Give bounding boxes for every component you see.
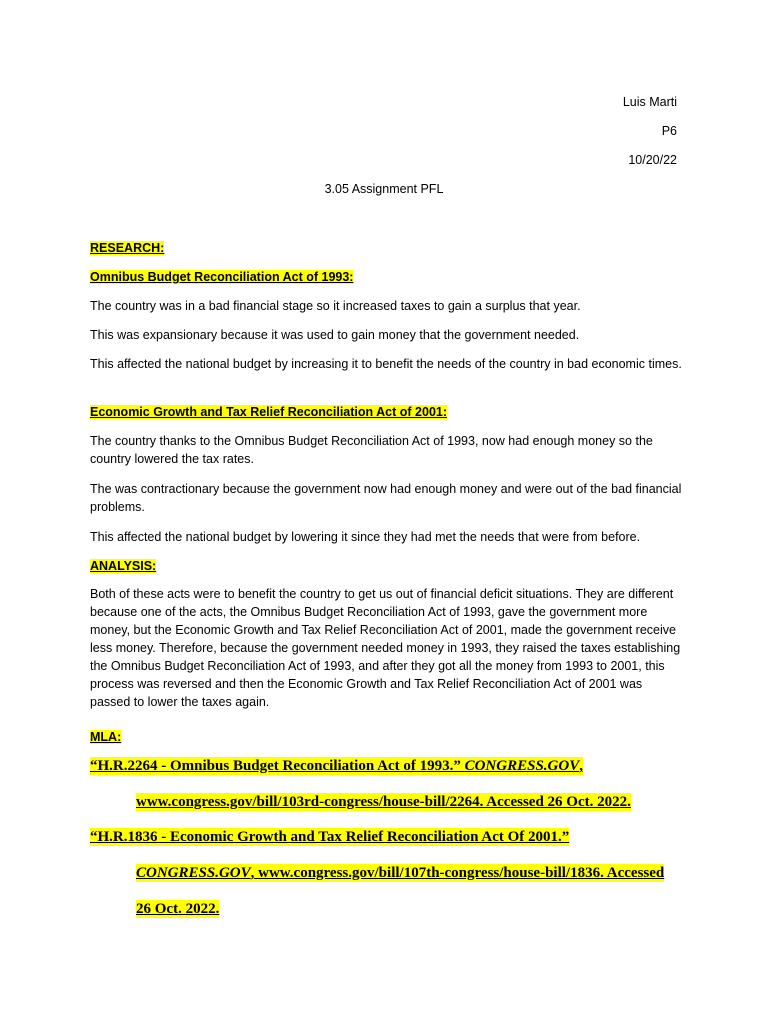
class-period: P6 [661, 124, 677, 138]
mla-heading-text: MLA: [90, 730, 122, 744]
act2-paragraph-2: The was contractionary because the government now had enough money and were out of the bad financial problems. [90, 482, 682, 514]
citation-2-line-2 [136, 864, 664, 882]
citation-2-line-3: 26 Oct. 2022. [136, 901, 220, 917]
citation-2-url: , www.congress.gov/bill/107th-congress/house-bill/1836. Accessed [250, 865, 665, 881]
mla-heading [90, 728, 684, 746]
act1-paragraph-3: This affected the national budget by increasing it to benefit the needs of the country in bad economic times. [90, 357, 682, 371]
act1-heading [90, 268, 684, 286]
act2-heading [90, 403, 684, 421]
citation-2-line-1: “H.R.1836 - Economic Growth and Tax Relief Reconciliation Act Of 2001.” [90, 829, 570, 845]
research-heading [90, 239, 684, 257]
citation-1-line-1 [90, 757, 583, 775]
research-heading-text: RESEARCH: [90, 241, 165, 255]
citation-2-source: CONGRESS.GOV [136, 865, 251, 881]
citation-1-source: CONGRESS.GOV [464, 758, 580, 774]
analysis-heading [90, 557, 684, 575]
act2-heading-text: Economic Growth and Tax Relief Reconciliation Act of 2001: [90, 405, 448, 419]
act2-paragraph-1: The country thanks to the Omnibus Budget Reconciliation Act of 1993, now had enough money so the country lowered the tax rates. [90, 434, 653, 466]
author-name: Luis Marti [622, 95, 677, 109]
citation-1-title: “H.R.2264 - Omnibus Budget Reconciliation Act of 1993.” [90, 758, 465, 774]
act1-heading-text: Omnibus Budget Reconciliation Act of 1993: [90, 270, 354, 284]
act2-paragraph-3: This affected the national budget by lowering it since they had met the needs that were from before. [90, 530, 641, 544]
act1-paragraph-1: The country was in a bad financial stage so it increased taxes to gain a surplus that year. [90, 299, 581, 313]
analysis-paragraph: Both of these acts were to benefit the country to get us out of financial deficit situations. They are different because one of the acts, the Omnibus Budget Reconciliation Act of 1993, gave the government more money, but the Economic Growth and Tax Relief Reconciliation Act of 2001, made the government receive less money. Therefore, because the government needed money in 1993, they raised the taxes establishing the Omnibus Budget Reconciliation Act of 1993, and after they got all the money from 1993 to 2001, this process was reversed and then the Economic Growth and Tax Relief Reconciliation Act of 2001 was passed to lower the taxes again. [90, 587, 681, 709]
document-title: 3.05 Assignment PFL [324, 182, 444, 196]
assignment-date: 10/20/22 [628, 153, 677, 167]
analysis-heading-text: ANALYSIS: [90, 559, 157, 573]
citation-1-separator: , [579, 758, 583, 774]
act1-paragraph-2: This was expansionary because it was used to gain money that the government needed. [90, 328, 580, 342]
citation-1-line-2: www.congress.gov/bill/103rd-congress/house-bill/2264. Accessed 26 Oct. 2022. [136, 794, 631, 810]
